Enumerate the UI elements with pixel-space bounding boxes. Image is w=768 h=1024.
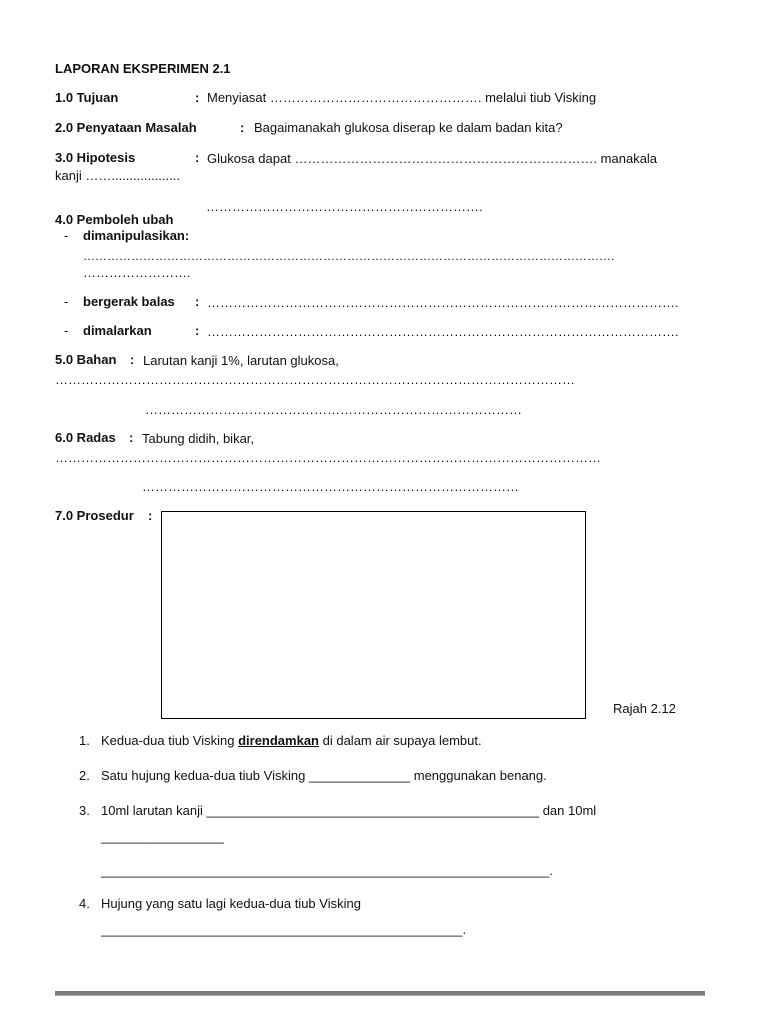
step-4-number: 4. <box>79 896 90 911</box>
hipotesis-line-2: kanji ……................... <box>55 168 180 183</box>
penyataan-masalah-label: 2.0 Penyataan Masalah <box>55 120 197 135</box>
dimalarkan-dash: - <box>64 323 69 338</box>
dimalarkan-label: dimalarkan <box>83 323 152 338</box>
prosedur-label: 7.0 Prosedur <box>55 508 134 523</box>
penyataan-masalah-colon: : <box>240 120 245 135</box>
dimanipulasikan-line-1: ……………………………………………………………………………………………………………………. <box>83 249 615 263</box>
bahan-line-1: ………………………………………………………………………………………………………… <box>55 372 575 387</box>
hipotesis-label: 3.0 Hipotesis <box>55 150 136 165</box>
step-1-emphasis: direndamkan <box>238 733 319 748</box>
bahan-colon: : <box>130 352 135 367</box>
step-1-text <box>101 733 482 749</box>
step-3-line-2: _________________ <box>101 829 224 844</box>
dimalarkan-colon: : <box>195 323 200 338</box>
bahan-label: 5.0 Bahan <box>55 352 117 367</box>
bahan-text: Larutan kanji 1%, larutan glukosa, <box>143 353 339 368</box>
dimalarkan-line: ………………………………………………………………………………………………. <box>207 324 679 339</box>
step-2-number: 2. <box>79 768 90 783</box>
tujuan-colon: : <box>195 90 200 105</box>
step-3-line-3: ______________________________________________________________. <box>101 863 553 878</box>
bergerak-balas-colon: : <box>195 294 200 309</box>
step-2-text: Satu hujung kedua-dua tiub Visking ______________ menggunakan benang. <box>101 768 547 783</box>
radas-label: 6.0 Radas <box>55 430 116 445</box>
radas-line-1: ……………………………………………………………………………………………………………… <box>55 450 601 465</box>
hipotesis-colon: : <box>195 150 200 165</box>
dimanipulasikan-dash: - <box>64 228 69 243</box>
step-1-text-post: di dalam air supaya lembut. <box>319 733 482 748</box>
radas-colon: : <box>129 430 134 445</box>
bergerak-balas-label: bergerak balas <box>83 294 175 309</box>
report-title: LAPORAN EKSPERIMEN 2.1 <box>55 61 231 76</box>
dimanipulasikan-line-2: ……………………. <box>83 265 191 280</box>
radas-line-2: …………………………………………………………………………… <box>142 479 519 494</box>
figure-caption: Rajah 2.12 <box>613 701 676 716</box>
footer-divider <box>55 991 705 996</box>
hipotesis-line-3: ………………………………………………………. <box>206 199 483 214</box>
step-4-line-1: Hujung yang satu lagi kedua-dua tiub Visking <box>101 896 361 911</box>
bergerak-balas-line: ………………………………………………………………………………………………. <box>207 295 679 310</box>
diagram-drawing-box[interactable] <box>161 511 586 719</box>
penyataan-masalah-text: Bagaimanakah glukosa diserap ke dalam badan kita? <box>254 120 563 135</box>
tujuan-label: 1.0 Tujuan <box>55 90 119 105</box>
step-3-line-1: 10ml larutan kanji ______________________________________________ dan 10ml <box>101 803 597 818</box>
bergerak-balas-dash: - <box>64 294 69 309</box>
dimanipulasikan-label: dimanipulasikan: <box>83 228 190 243</box>
tujuan-text: Menyiasat …………………………………………. melalui tiub Visking <box>207 90 597 105</box>
step-4-line-2: __________________________________________________. <box>101 922 467 937</box>
step-1-number: 1. <box>79 733 90 748</box>
step-1-text-pre: Kedua-dua tiub Visking <box>101 733 239 748</box>
bahan-line-2: …………………………………………………………………………… <box>145 402 522 417</box>
step-3-number: 3. <box>79 803 90 818</box>
prosedur-colon: : <box>148 508 153 523</box>
pemboleh-ubah-label: 4.0 Pemboleh ubah <box>55 212 174 227</box>
radas-text: Tabung didih, bikar, <box>142 431 255 446</box>
hipotesis-line-1: Glukosa dapat ……………………………………………………………. manakala <box>207 151 658 166</box>
